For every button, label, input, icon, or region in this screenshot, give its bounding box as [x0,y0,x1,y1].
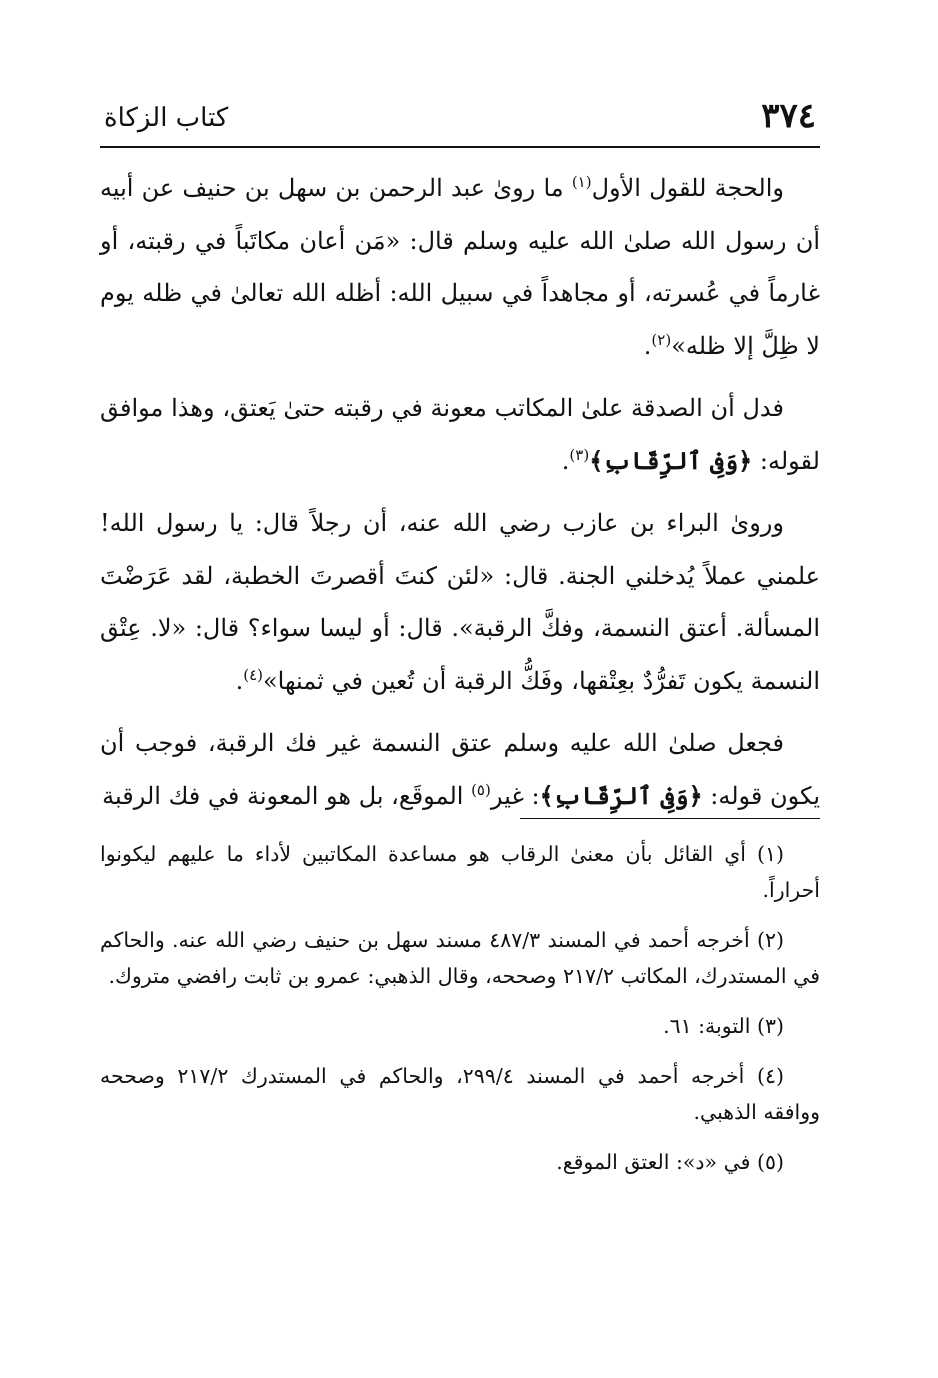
quran-quote: ﴿وَفِى ٱلرِّقَابِ﴾ [539,780,703,810]
footnote-4: (٤) أخرجه أحمد في المسند ٢٩٩/٤، والحاكم في المستدرك ٢١٧/٢ وصححه ووافقه الذهبي. [100,1064,820,1124]
paragraph-2-text-b: . [561,446,570,475]
footnote-5: (٥) في «د»: العتق الموقع. [556,1150,784,1174]
footnote-1: (١) أي القائل بأن معنىٰ الرقاب هو مساعدة المكاتبين لأداء ما عليهم ليكونوا أحراراً. [100,842,820,902]
footnote-separator [520,818,820,819]
main-text [100,162,820,822]
footnote-ref-4: (٤) [243,665,263,684]
page-header [100,96,820,140]
paragraph-3-text-a: وروىٰ البراء بن عازب رضي الله عنه، أن رجلاً قال: يا رسول الله! علمني عملاً يُدخلني الجنة. قال: «لئن كنتَ أقصرتَ الخطبة، لقد عَرَضْتَ المسألة. أعتق النسمة، وفكَّ الرقبة». قال: أو ليسا سواء؟ قال: «لا. عِتْق النسمة يكون تَفرُّدٌ بعِتْقها، وفَكُّ الرقبة أن تُعين في ثمنها» [100,509,820,695]
footnote-ref-2: (٢) [651,330,672,349]
paragraph-2 [100,382,820,487]
page-number: ٣٧٤ [761,96,816,136]
running-title: كتاب الزكاة [104,103,229,133]
footnote-ref-3: (٣) [569,445,590,464]
footnote-ref-5: (٥) [471,780,491,799]
quran-quote: ﴿وَفِى ٱلرِّقَابِ﴾ [589,445,753,475]
header-rule [100,146,820,148]
paragraph-1-text-b: ما رویٰ عبد الرحمن بن سهل بن حنيف عن أبيه أن رسول الله صلىٰ الله عليه وسلم قال: «مَن أعان مكاتَباً في رقبته، أو غارماً في عُسرته، أو مجاهداً في سبيل الله: أظله الله تعالىٰ في ظله يوم لا ظِلَّ إلا ظله» [100,174,820,360]
paragraph-1-text-a: والحجة للقول الأول [591,174,785,202]
paragraph-1 [100,162,820,372]
paragraph-2-text-a: فدل أن الصدقة علىٰ المكاتب معونة في رقبته حتىٰ يَعتق، وهذا موافق لقوله: [100,394,820,475]
paragraph-3 [100,497,820,707]
footnote-3: (٣) التوبة: ٦١. [663,1014,784,1038]
paragraph-4-text-a: فجعل صلىٰ الله عليه وسلم عتق النسمة غير فك الرقبة، فوجب أن يكون قوله: [100,729,820,810]
footnote-2: (٢) أخرجه أحمد في المسند ٤٨٧/٣ مسند سهل بن حنيف رضي الله عنه. والحاكم في المستدرك، المكاتب ٢١٧/٢ وصححه، وقال الذهبي: عمرو بن ثابت رافضي متروك. [100,928,820,988]
paragraph-4-text-b: : غير [490,781,540,810]
paragraph-4-text-c: الموقَع، بل هو المعونة في فك الرقبة [102,781,472,810]
paragraph-1-text-c: . [643,331,652,360]
paragraph-3-text-b: . [235,666,244,695]
document-page [100,0,820,1378]
paragraph-4 [100,717,820,822]
footnotes [100,836,820,1194]
footnote-ref-1: (١) [571,173,592,191]
